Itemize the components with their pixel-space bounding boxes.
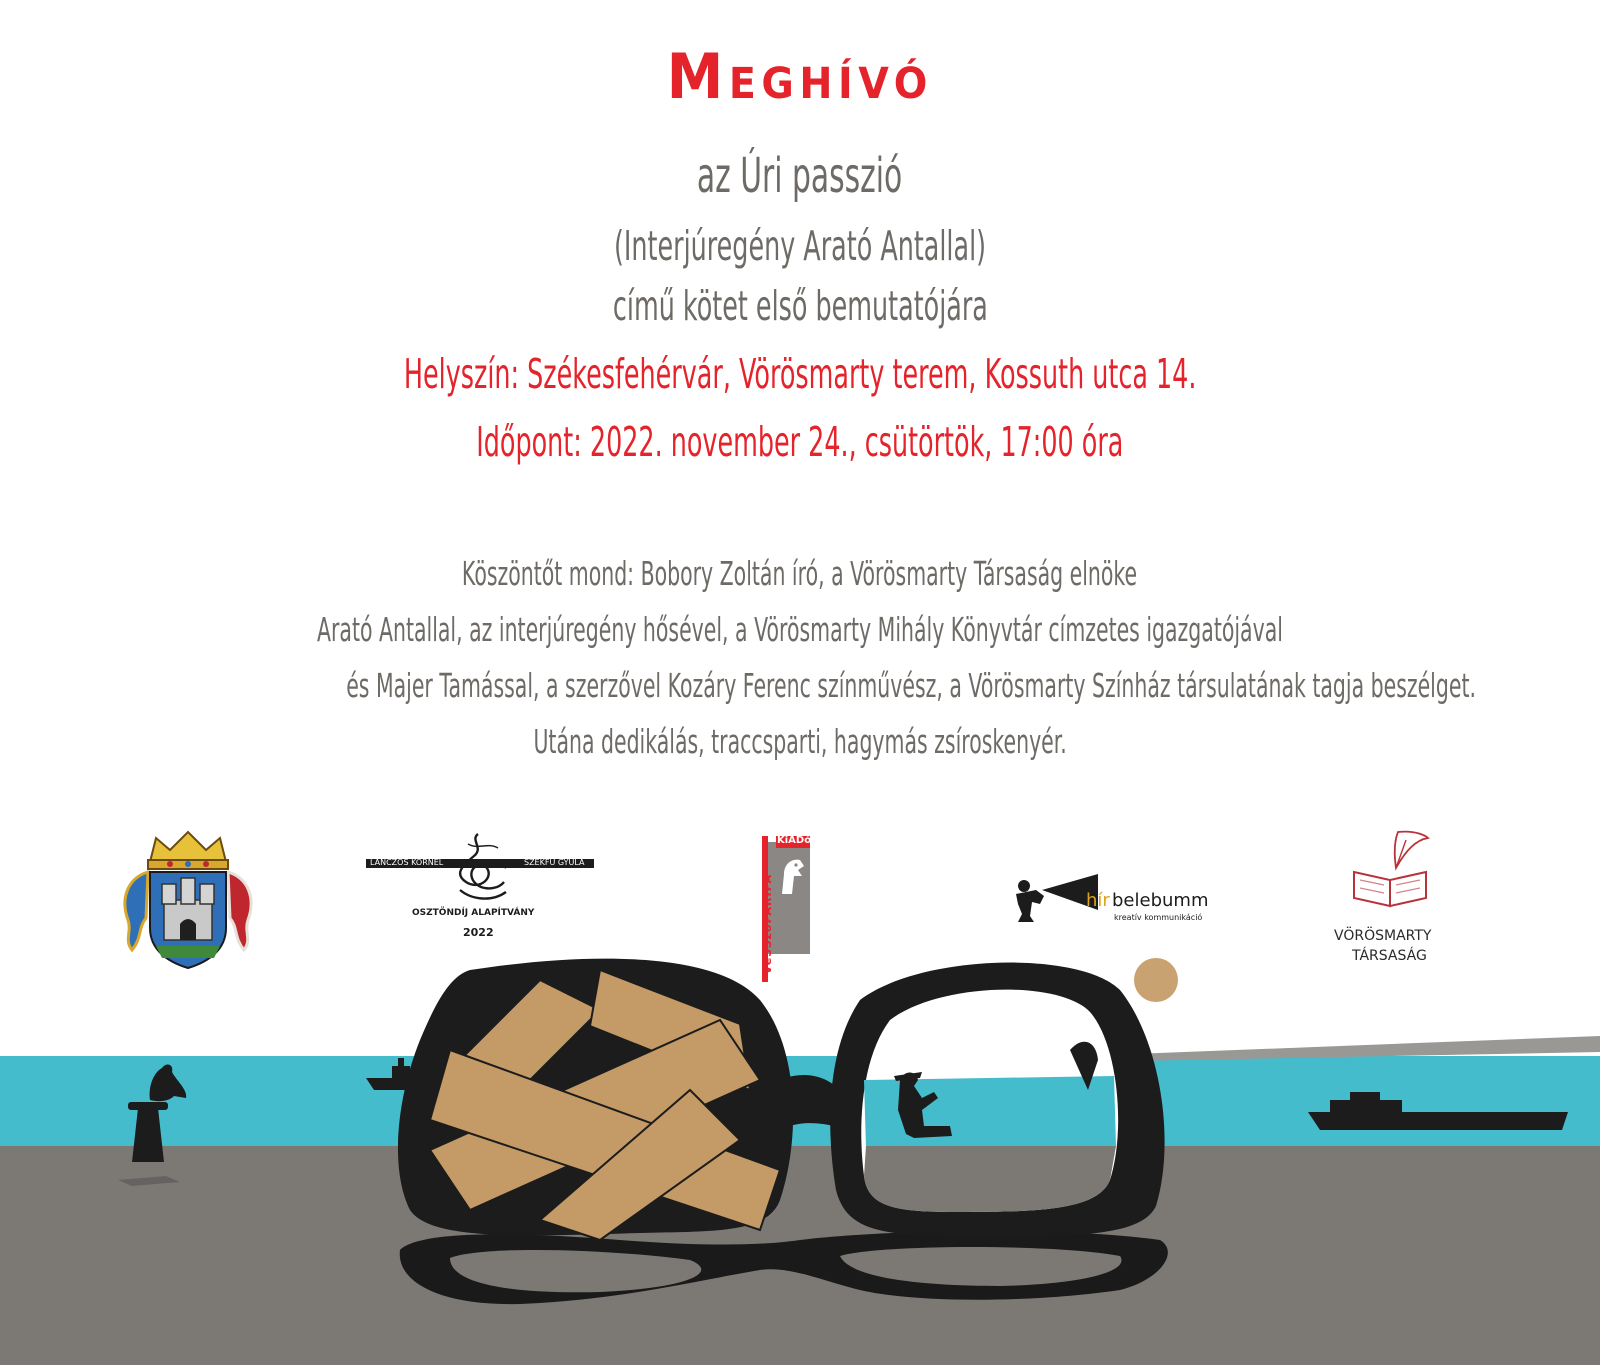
horse-head-icon bbox=[776, 854, 806, 898]
vesszoparipa-publisher-logo: VeSSzőPARIPA KiADó bbox=[762, 836, 824, 982]
event-location: Helyszín: Székesfehérvár, Vörösmarty terem, Kossuth utca 14. bbox=[403, 350, 1197, 398]
lanczos-szekfu-foundation-logo: LÁNCZOS KORNÉL SZÉKFŰ GYULA OSZTÖNDÍJ ALAPÍTVÁNY 2022 bbox=[360, 830, 600, 945]
book-quill-icon bbox=[1350, 828, 1432, 912]
program-line: Utána dedikálás, traccsparti, hagymás zsíroskenyér. bbox=[533, 722, 1067, 761]
program-line: Arató Antallal, az interjúregény hősével, a Vörösmarty Mihály Könyvtár címzetes igazgatójával bbox=[317, 610, 1283, 649]
book-subtitle-line: (Interjúregény Arató Antallal) bbox=[613, 222, 987, 270]
vorosmarty-tarsasag-logo: VÖRÖSMARTY TÁRSASÁG bbox=[1320, 828, 1460, 968]
event-description-line: című kötet első bemutatójára bbox=[612, 282, 988, 330]
book-title-line: az Úri passzió bbox=[697, 148, 903, 204]
program-line: és Majer Tamással, a szerzővel Kozáry Ferenc színművész, a Vörösmarty Színház társulatának tagja beszélget. bbox=[346, 666, 1476, 705]
sun bbox=[1134, 958, 1178, 1002]
invitation-title bbox=[0, 40, 1600, 113]
program-line: Köszöntőt mond: Bobory Zoltán író, a Vörösmarty Társaság elnöke bbox=[462, 554, 1138, 593]
harbor-scene-illustration bbox=[0, 940, 1600, 1365]
monogram-icon bbox=[448, 830, 512, 910]
event-time: Időpont: 2022. november 24., csütörtök, 17:00 óra bbox=[476, 418, 1124, 466]
hirbelebumm-logo: hír belebumm kreatív kommunikáció bbox=[1010, 868, 1225, 924]
title-text: Meghívó bbox=[666, 40, 934, 113]
